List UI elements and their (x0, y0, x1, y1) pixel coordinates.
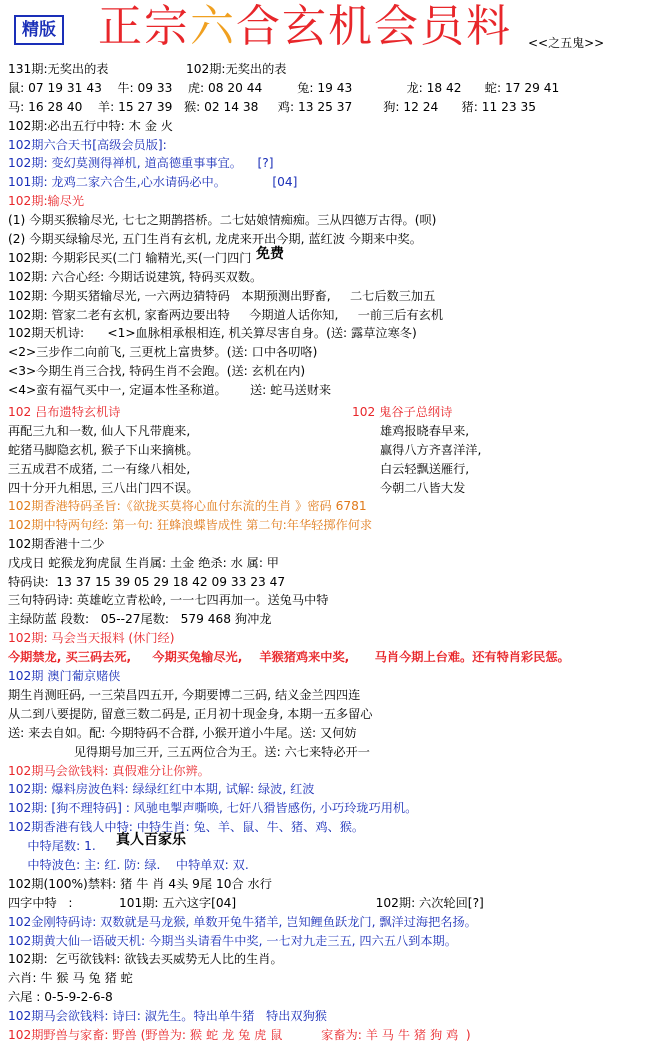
line-text: 102期香港十二少 (8, 536, 105, 551)
poem-right-title: 102 鬼谷子总纲诗 (352, 405, 453, 420)
page-title (98, 0, 512, 54)
title-char: 合 (236, 1, 282, 52)
line-text: 主绿防蓝 段数: 05--27尾数: 579 468 狗冲龙 (8, 612, 272, 627)
text-line (8, 192, 663, 211)
poem-left-line: 蛇猪马脚隐玄机, 猴子下山来摘桃。 (8, 442, 199, 457)
text-line (8, 287, 663, 306)
line-text: 102期黄大仙一语破天机: 今期当头请看牛中奖, 一七对九走三五, 四六五八到本期。 (8, 933, 457, 948)
line-text: 102期中特两句经: 第一句: 狂蜂浪蝶皆成性 第二句:年华轻掷作何求 (8, 517, 373, 532)
text-line (8, 610, 663, 629)
line-text: <2>三步作二向前飞, 三更枕上富贵梦。(送: 口中各叨咯) (8, 345, 318, 360)
text-line (8, 573, 663, 592)
poem-left-line: 再配三九和一数, 仙人下凡带鹿来, (8, 424, 191, 439)
line-text: 从二到八要提防, 留意三数二码是, 正月初十现金身, 本期一五多留心 (8, 706, 373, 721)
text-line (8, 950, 663, 969)
text-line (8, 780, 663, 799)
text-line (8, 856, 663, 875)
text-line (8, 667, 663, 686)
line-text: 102期天机诗: <1>血脉相承根相连, 机关算尽害自身。(送: 露草泣寒冬) (8, 326, 417, 341)
line-text: 特码诀: 13 37 15 39 05 29 18 42 09 33 23 47 (8, 574, 286, 589)
line-text: 三句特码诗: 英雄屹立青松岭, 一一七四再加一。送兔马中特 (8, 593, 329, 608)
line-text: 101期: 龙鸡二家六合生,心水请码必中。 [04] (8, 175, 298, 190)
text-line (8, 969, 663, 988)
line-text: 102期 澳门葡京赌侠 (8, 669, 121, 684)
line-text: <3>今期生肖三合找, 特码生肖不会跑。(送: 玄机在内) (8, 364, 306, 379)
line-text: 六尾 : 0-5-9-2-6-8 (8, 990, 113, 1005)
text-line (8, 724, 663, 743)
overlay-stamp: 真人百家乐 (116, 832, 186, 849)
text-line (8, 818, 663, 837)
text-line (8, 324, 663, 343)
text-line (8, 173, 663, 192)
text-line (8, 268, 663, 287)
line-text: 102期:必出五行中特: 木 金 火 (8, 118, 173, 133)
text-line (8, 60, 663, 79)
text-line (8, 554, 663, 573)
text-line (8, 245, 663, 268)
line-text: (1) 今期买猴输尽光, 七七之期鹊搭桥。二七姑娘情痴痴。三从四德万古得。(呗) (8, 213, 437, 228)
line-text: 102金刚特码诗: 双数就是马龙猴, 单数开兔牛猪羊, 岂知鲤鱼跃龙门, 飘洋过海把名扬。 (8, 914, 477, 929)
poem-left-line: 三五成君不成猪, 二一有缘八相处, (8, 461, 191, 476)
text-line (8, 894, 663, 913)
text-line (8, 98, 663, 117)
title-char: 料 (466, 1, 512, 52)
line-text: 见得期号加三开, 三五两位合为王。送: 六七来特必开一 (8, 744, 370, 759)
text-line (8, 381, 663, 400)
line-text: 102期马会欲钱料: 诗曰: 淑先生。特出单牛猪 特出双狗猴 (8, 1009, 327, 1024)
title-char: 正 (98, 1, 144, 52)
poem-section (8, 403, 663, 497)
text-line (8, 875, 663, 894)
text-line (8, 832, 663, 856)
line-text: 102期(100%)禁料: 猪 牛 肖 4头 9尾 10合 水行 (8, 876, 272, 891)
text-line (8, 932, 663, 951)
text-line (8, 117, 663, 136)
line-text: 四字中特 : 101期: 五六这字[04] 102期: 六次轮回[?] (8, 895, 484, 910)
line-text: 中特尾数: 1. (8, 839, 96, 854)
text-line (8, 497, 663, 516)
text-line (8, 686, 663, 705)
section-bottom (8, 497, 663, 1045)
text-line (8, 799, 663, 818)
text-line (8, 705, 663, 724)
poem-right (380, 422, 481, 498)
poem-left-line: 四十分开九相思, 三八出门四不误。 (8, 480, 199, 495)
line-text: 马: 16 28 40 羊: 15 27 39 猴: 02 14 38 鸡: 13 25 37 狗: 12 24 猪: 11 23 35 (8, 99, 536, 114)
poem-right-line: 雄鸡报晓春早来, (380, 424, 470, 439)
poem-right-line: 今朝二八皆大发 (380, 480, 466, 495)
text-line (8, 154, 663, 173)
line-text: 102期: 今期买猪输尽光, 一六两边猜特码 本期预测出野畜, 二七后数三加五 (8, 288, 436, 303)
text-line (8, 648, 663, 667)
title-char: 员 (420, 1, 466, 52)
text-line (8, 988, 663, 1007)
text-line (8, 306, 663, 325)
poem-left-title: 102 吕布遗特玄机诗 (8, 405, 121, 420)
line-text: (2) 今期买绿输尽光, 五门生肖有玄机, 龙虎来开出今期, 蓝红波 今期来中奖。 (8, 232, 422, 247)
text-line (8, 913, 663, 932)
overlay-stamp: 免费 (256, 245, 284, 262)
section-top (8, 60, 663, 400)
poem-left (8, 422, 199, 498)
line-text: 今期禁龙, 买三码去死, 今期买兔输尽光, 羊猴猪鸡来中奖, 马肖今期上台难。还有特肖彩民惩。 (8, 650, 570, 665)
line-text: <4>蛮有福气买中一, 定逼本性圣称道。 送: 蛇马送财来 (8, 383, 332, 398)
line-text: 102期野兽与家畜: 野兽 (野兽为: 猴 蛇 龙 兔 虎 鼠 家畜为: 羊 马 牛 猪 狗 鸡 ) (8, 1027, 471, 1042)
text-line (8, 230, 663, 249)
title-char: 六 (190, 1, 236, 52)
text-line (8, 343, 663, 362)
line-text: 六肖: 牛 猴 马 兔 猪 蛇 (8, 971, 133, 986)
poem-right-line: 赢得八方齐喜洋洋, (380, 442, 482, 457)
line-text: 鼠: 07 19 31 43 牛: 09 33 虎: 08 20 44 兔: 19 43 龙: 18 42 蛇: 17 29 41 (8, 80, 560, 95)
line-text: 戊戌日 蛇猴龙狗虎鼠 生肖属: 土金 绝杀: 水 属: 甲 (8, 555, 279, 570)
line-text: 102期: 爆料房波色料: 绿绿红红中本期, 试解: 绿波, 红波 (8, 782, 315, 797)
line-text: 102期六合天书[高级会员版]: (8, 137, 167, 152)
text-line (8, 762, 663, 781)
line-text: 期生肖测旺码, 一三荣昌四五开, 今期要博二三码, 结义金兰四四连 (8, 687, 361, 702)
title-char: 机 (328, 1, 374, 52)
text-line (8, 743, 663, 762)
document-body (8, 60, 663, 1045)
line-text: 102期: 马会当天报料 (休门经) (8, 631, 175, 646)
line-text: 102期:输尽光 (8, 194, 85, 209)
page-header (0, 0, 667, 58)
text-line (8, 516, 663, 535)
title-char: 会 (374, 1, 420, 52)
line-text: 102期香港特码圣旨:《欲拢买莫将心血付东流的生肖 》密码 6781 (8, 499, 367, 514)
line-text: 102期香港有钱人中特: 中特生肖: 兔、羊、鼠、牛、猪、鸡、猴。 (8, 820, 365, 835)
title-char: 宗 (144, 1, 190, 52)
line-text: 102期: 变幻莫测得禅机, 道高德重事事宜。 [?] (8, 156, 274, 171)
text-line (8, 136, 663, 155)
text-line (8, 629, 663, 648)
text-line (8, 591, 663, 610)
text-line (8, 1007, 663, 1026)
text-line (8, 211, 663, 230)
line-text: 131期:无奖出的表 102期:无奖出的表 (8, 62, 287, 76)
line-text: 102期: [狗不理特码] : 风驰电掣声嘶唤, 七奸八猾皆感伤, 小巧玲珑巧用机。 (8, 801, 418, 816)
text-line (8, 535, 663, 554)
line-text: 102期: 今期彩民买(二门 输精光,买(一门四门 (8, 250, 252, 265)
text-line (8, 1026, 663, 1045)
line-text: 102期马会欲钱料: 真假难分让你辨。 (8, 763, 210, 778)
line-text: 送: 来去自如。配: 今期特码不合群, 小猴开道小牛尾。送: 又何妨 (8, 725, 357, 740)
line-text: 102期: 乞丐欲钱料: 欲钱去买威势无人比的生肖。 (8, 952, 283, 967)
line-text: 102期: 六合心经: 今期话说建筑, 特码买双数。 (8, 269, 263, 284)
title-char: 玄 (282, 1, 328, 52)
text-line (8, 79, 663, 98)
poem-right-line: 白云轻飘送雁行, (380, 461, 470, 476)
text-line (8, 362, 663, 381)
author-tag: <<之五鬼>> (528, 36, 605, 50)
line-text: 102期: 管家二老有玄机, 家畜两边要出特 今期道人话你知, 一前三后有玄机 (8, 307, 444, 322)
line-text: 中特波色: 主: 红. 防: 绿. 中特单双: 双. (8, 857, 249, 872)
edition-badge: 精版 (14, 15, 64, 45)
